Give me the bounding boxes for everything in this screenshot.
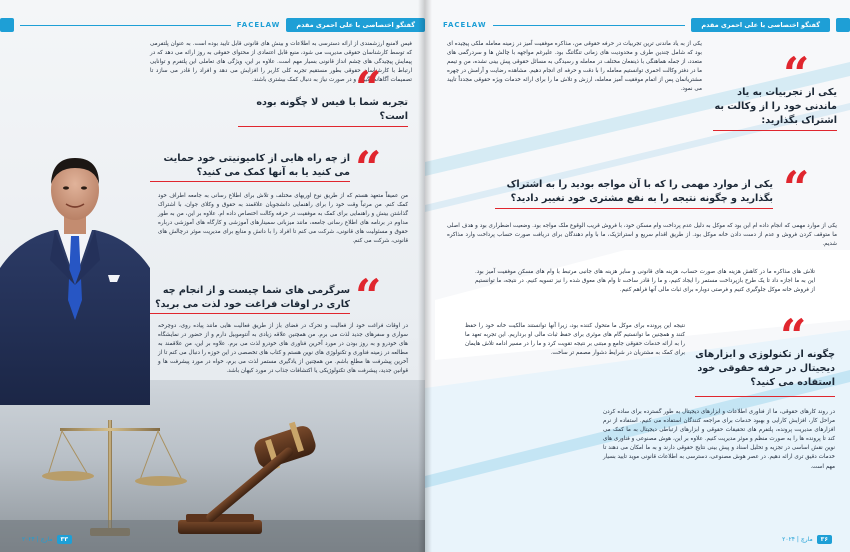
header-pill: گفتگو اختصاصی با علی احمری مقدم: [286, 18, 425, 32]
answer-text: نتیجه این پرونده برای موکل ما متحول کننده بود، زیرا آنها توانستند مالکیت خانه خود را حفظ کنند و همچنین ما توانستیم گام های موثری برای حفظ ثبات مالی او برداریم. این تجربه تعهد ما را به ارائه خدمات حقوقی جامع و مبتنی بر نتیجه تقویت کرد و ما را در مسیر ادامه تلاش هایمان برای کمک به مشتریان در شرایط دشوار مصمم تر ساخت.: [465, 323, 685, 357]
issue-label: مارچ | ۲۰۲۴: [782, 536, 813, 543]
heading-underline: [150, 313, 350, 314]
brand-label: FACELAW: [236, 21, 281, 29]
heading-underline: [150, 181, 350, 182]
answer-text: در روند کارهای حقوقی، ما از فناوری اطلاعات و ابزارهای دیجیتال به طور گسترده برای ساده کردن مراحل کار، افزایش کارایی و بهبود خدمات برای مراجعه کنندگان استفاده می کنیم. استفاده از نرم افزارهای مدیریت پرونده، پلتفرم های تحقیقات حقوقی و ابزارهای ارتباطی دیجیتال به ما کمک می کند تا پرونده ها را به صورت منظم و موثر مدیریت کنیم. علاوه بر این، هوش مصنوعی و فناوری های نوین نقش اساسی در تجزیه و تحلیل اسناد و پیش بینی نتایج حقوقی دارند و به ما امکان می دهند تا خدمات دقیق تری ارائه دهیم. در عصر هوش مصنوعی، دسترسی به اطلاعات قانونی موید تایید بسیار مهم است.: [603, 409, 835, 470]
question-heading: تجربه شما با فیس لا چگونه بوده است؟: [256, 97, 408, 122]
page-number: [22, 535, 72, 544]
header-accent: [0, 18, 14, 32]
portrait-illustration: [0, 150, 150, 405]
scales-icon: [42, 420, 187, 536]
issue-label: مارچ | ۲۰۲۴: [22, 536, 53, 543]
answer-text: یکی از موارد مهمی که انجام داده ام این بود که موکل به دلیل عدم پرداخت وام مسکن خود، با فروش قریب الوقوع ملک مواجه بود. وضعیت اضطراری بود و هدف اصلی ما متوقف کردن فروش و عدم از دست دادن خانه موکل بود. از طریق اقدام سریع و استراتژیک، ما با وام دهندگان برای دریافت صورت حساب پرداخت وارد مذاکره شدیم.: [447, 223, 837, 248]
heading-underline: [713, 130, 837, 131]
quote-mark-icon: “: [783, 47, 806, 101]
heading-underline: [695, 396, 835, 397]
header-accent: [836, 18, 850, 32]
quote-mark-icon: “: [783, 161, 806, 215]
heading-underline: [238, 126, 408, 127]
right-intro-text: یکی از به یاد ماندنی ترین تجربیات در حرفه حقوقی من، مذاکره موفقیت آمیز در زمینه معامله ملکی پیچیده ای بود که شامل چندین طرف و محدودیت های زمانی تنگاتنگ بود. علیرغم مواجهه با چالش ها و سردرگمی های متعدد، از جمله هماهنگی با ذینفعان مختلف در معامله و رسیدگی به مسائل حقوقی پیش بینی نشده، من و تیمم ما در دفتر وکالت احمری توانستیم معامله را با دقت و حرفه ای انجام دهیم. مشاهده رضایت و آرامش در چهره مشتریانمان پس از اتمام موفقیت آمیز معامله، ارزش و تلاش ما را برای ارائه خدمات ویژه حقوقی مجدداً تایید می نمود.: [447, 41, 702, 93]
right-header: [425, 16, 850, 34]
question-heading: سرگرمی های شما چیست و از انجام چه کاری در اوقات فراغت خود لذت می برید؟: [155, 285, 350, 310]
header-rule: [20, 25, 231, 26]
answer-text: من عمیقاً متعهد هستم که از طریق نوع اوریهای مختلف و تلاش برای اطلاع رسانی به جامعه اطراف خود کمک کنم. من مرتباً وقت خود را برای راهنمایی دانشجویان علاقمند به حقوق و وکلای جوان، با اشتراک گذاشتن بینش و راهنمایی برای کمک به موفقیت در حرفه وکالت اختصاص داده ام. علاوه بر این، من به طور مداوم در برنامه های اطلاع رسانی جامعه، مانند میزبانی سمینارهای آموزشی و کارگاه های آموزشی درباره حقوق و مسئولیت های قانونی، شرکت می کنم تا افراد را با دانش و منابع برای مدیریت موثر درچالش های قانونی، شرکت می کنم.: [158, 193, 408, 245]
gavel-photo: [0, 380, 425, 552]
question-heading: یکی از تجربیات به یاد ماندنی خود را از وکالت به اشتراک بگذارید:: [714, 87, 837, 126]
quote-mark-icon: “: [355, 141, 378, 195]
page-number-badge: ۳۶: [817, 535, 832, 544]
gavel-illustration: [0, 380, 425, 552]
left-intro-text: فیس لامنبع ارزشمندی از ارائه دسترسی به اطلاعات و بینش های قانونی قابل تایید بوده است. به عنوان پلتفرمی که توسط کارشناسان حقوقی مدیریت می شود، منبع قابل اعتمادی از محتوای حقوقی به روز ارائه می دهد که در پیمایش پیچیدگی های چشم انداز قانونی بسیار مهم است. علاوه بر این، ویژگی های تعاملی این پلتفرم و توانایی ارتباط با کارشناسان حقوقی بطور مستقیم تجربه کلی کاربر را افزایش می دهد و افراد را قادر می سازد تا تصمیمات آگاهانه بگیرند و در صورت نیاز به دنبال کمک بیشتری باشند.: [150, 41, 412, 84]
header-pill: گفتگو اختصاصی با علی احمری مقدم: [691, 18, 830, 32]
question-heading: چگونه از تکنولوژی و ابزارهای دیجیتال در حرفه حقوقی خود استفاده می کنید؟: [695, 349, 835, 388]
page-number-badge: ۳۳: [57, 535, 72, 544]
gavel-icon: [178, 422, 318, 534]
left-header: [0, 16, 425, 34]
brand-label: FACELAW: [443, 21, 487, 29]
quote-mark-icon: “: [355, 61, 378, 115]
quote-mark-icon: “: [780, 309, 803, 363]
right-page: [425, 0, 850, 552]
question-heading: از چه راه هایی از کامیونیتی خود حمایت می کنید یا به آنها کمک می کنید؟: [163, 153, 350, 178]
spine-shadow: [418, 0, 432, 552]
page-number: [782, 535, 832, 544]
question-heading: یکی از موارد مهمی را که با آن مواجه بودید را به اشتراک بگذارید و چگونه نتیجه را به نفع مشتری خود تغییر دادید؟: [506, 179, 773, 204]
quote-mark-icon: “: [355, 269, 378, 323]
header-rule: [493, 25, 686, 26]
answer-text: در اوقات فراغت خود از فعالیت و تحرک در فضای باز از طریق فعالیت هایی مانند پیاده روی، دوچرخه سواری و سفرهای جدید لذت می برم. من همچنین علاقه زیادی به آنتوموبیل دارم و از حضور در نمایشگاه های خودرو و به روز بودن در مورد آخرین فناوری های خودرو لذت می برم. علاوه بر این، من علاقمند به مطالعه در زمینه فناوری و تکنولوژی های نوین هستم و کتاب های تخصصی در این حوزه را دنبال می کنم تا از آخرین پیشرفت ها مطلع باشم. من همچنین از یادگیری مستمر لذت می برم، خواه در مورد پیشرفت ها و قوانین جدید، پیشرفت های تکنولوژیکی یا اکتشافات جذاب در مورد کیهان باشد.: [158, 323, 408, 375]
answer-text: تلاش های مذاکره ما در کاهش هزینه های صورت حساب، هزینه های قانونی و سایر هزینه های جانبی مرتبط با وام های مسکن موفقیت آمیز بود. این به ما اجازه داد تا یک طرح بازپرداخت مستمر را ایجاد کنیم، و ما را قادر ساخت تا وام های معوق شده را نیز تسویه کنیم. در نتیجه، ما توانستیم از فروش خانه موکل جلوگیری کنیم و فرصتی دوباره برای ثبات مالی آنها فراهم کنیم.: [475, 269, 815, 294]
portrait-photo: [0, 150, 150, 405]
heading-underline: [495, 208, 773, 209]
